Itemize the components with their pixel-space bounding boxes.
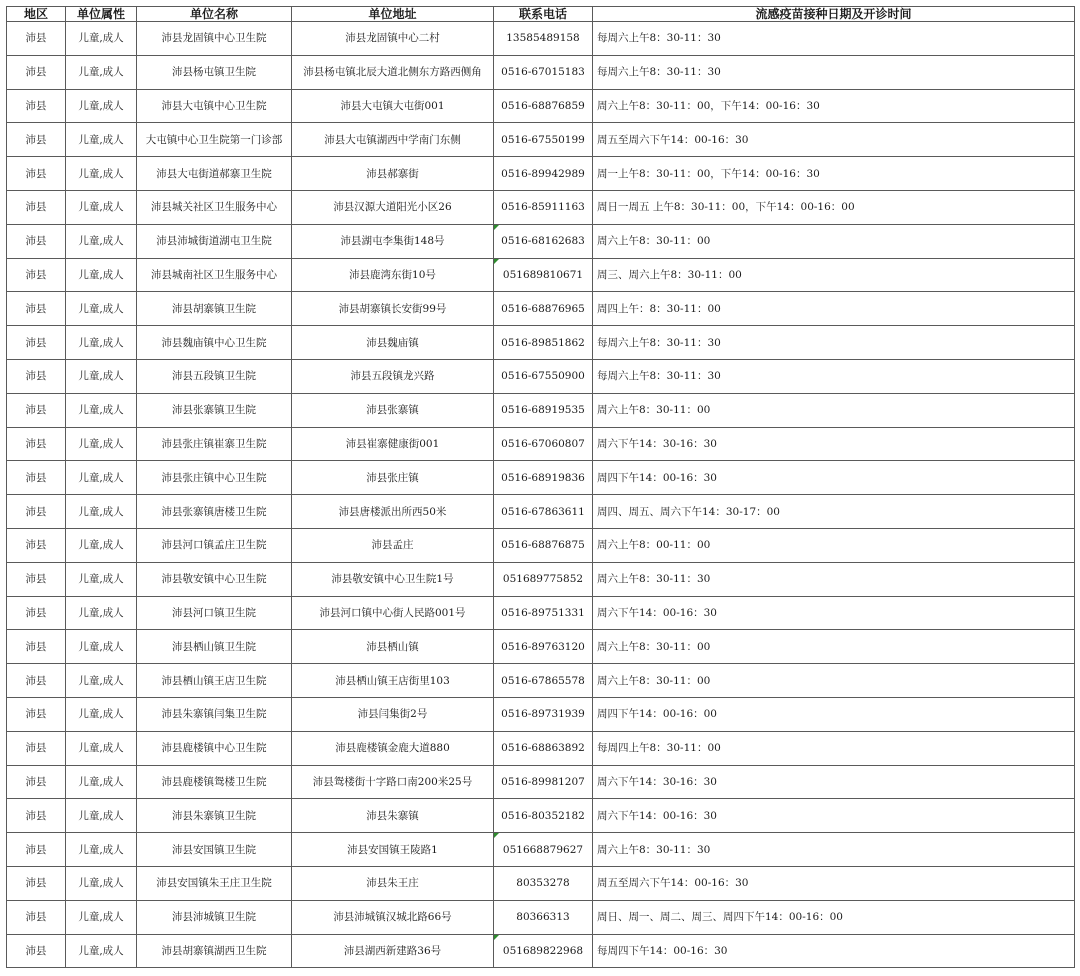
cell-unit-address: 沛县大屯镇大屯街001 (292, 89, 494, 123)
cell-unit-type: 儿童,成人 (66, 697, 137, 731)
cell-region: 沛县 (7, 427, 66, 461)
cell-unit-address: 沛县杨屯镇北辰大道北侧东方路西侧角 (292, 55, 494, 89)
table-row (7, 866, 1075, 900)
cell-phone: 0516-68863892 (494, 731, 593, 765)
cell-unit-address: 沛县唐楼派出所西50米 (292, 495, 494, 529)
cell-phone: 051689775852 (494, 562, 593, 596)
cell-region: 沛县 (7, 224, 66, 258)
cell-unit-name: 沛县沛城镇卫生院 (137, 900, 292, 934)
cell-unit-name: 沛县朱寨镇闫集卫生院 (137, 697, 292, 731)
cell-phone: 80366313 (494, 900, 593, 934)
cell-unit-name: 沛县魏庙镇中心卫生院 (137, 326, 292, 360)
cell-unit-name: 大屯镇中心卫生院第一门诊部 (137, 123, 292, 157)
cell-phone: 0516-68919836 (494, 461, 593, 495)
cell-unit-type: 儿童,成人 (66, 731, 137, 765)
table-body (7, 22, 1075, 968)
cell-region: 沛县 (7, 22, 66, 56)
header-schedule: 流感疫苗接种日期及开诊时间 (593, 7, 1075, 22)
cell-phone: 0516-67550199 (494, 123, 593, 157)
cell-unit-type: 儿童,成人 (66, 495, 137, 529)
cell-unit-address: 沛县张寨镇 (292, 393, 494, 427)
cell-phone: 0516-68162683 (494, 224, 593, 258)
table-row (7, 630, 1075, 664)
table-row (7, 157, 1075, 191)
cell-region: 沛县 (7, 292, 66, 326)
cell-unit-address: 沛县敬安镇中心卫生院1号 (292, 562, 494, 596)
header-region: 地区 (7, 7, 66, 22)
cell-unit-name: 沛县朱寨镇卫生院 (137, 799, 292, 833)
cell-schedule: 周六下午14：00-16：30 (593, 799, 1075, 833)
cell-unit-address: 沛县张庄镇 (292, 461, 494, 495)
cell-unit-type: 儿童,成人 (66, 900, 137, 934)
table-row (7, 833, 1075, 867)
cell-phone: 0516-68919535 (494, 393, 593, 427)
cell-unit-type: 儿童,成人 (66, 258, 137, 292)
cell-phone: 0516-89851862 (494, 326, 593, 360)
cell-region: 沛县 (7, 799, 66, 833)
cell-region: 沛县 (7, 562, 66, 596)
cell-schedule: 周六上午8：30-11：00 (593, 630, 1075, 664)
cell-unit-type: 儿童,成人 (66, 359, 137, 393)
cell-unit-type: 儿童,成人 (66, 55, 137, 89)
table-row (7, 89, 1075, 123)
header-unit-type: 单位属性 (66, 7, 137, 22)
cell-unit-address: 沛县龙固镇中心二村 (292, 22, 494, 56)
cell-unit-name: 沛县安国镇卫生院 (137, 833, 292, 867)
cell-phone: 0516-68876859 (494, 89, 593, 123)
cell-region: 沛县 (7, 157, 66, 191)
table-row (7, 427, 1075, 461)
cell-unit-type: 儿童,成人 (66, 630, 137, 664)
cell-unit-type: 儿童,成人 (66, 393, 137, 427)
cell-unit-address: 沛县河口镇中心街人民路001号 (292, 596, 494, 630)
cell-phone: 051689810671 (494, 258, 593, 292)
cell-phone: 0516-85911163 (494, 190, 593, 224)
cell-phone: 0516-89981207 (494, 765, 593, 799)
cell-phone: 0516-67015183 (494, 55, 593, 89)
cell-region: 沛县 (7, 596, 66, 630)
table-row (7, 731, 1075, 765)
cell-unit-type: 儿童,成人 (66, 292, 137, 326)
cell-unit-address: 沛县栖山镇 (292, 630, 494, 664)
cell-unit-name: 沛县龙固镇中心卫生院 (137, 22, 292, 56)
cell-unit-name: 沛县敬安镇中心卫生院 (137, 562, 292, 596)
cell-schedule: 周六上午8：30-11：00 (593, 664, 1075, 698)
cell-unit-address: 沛县闫集街2号 (292, 697, 494, 731)
cell-unit-name: 沛县栖山镇卫生院 (137, 630, 292, 664)
cell-unit-type: 儿童,成人 (66, 190, 137, 224)
cell-region: 沛县 (7, 258, 66, 292)
cell-region: 沛县 (7, 630, 66, 664)
cell-unit-name: 沛县五段镇卫生院 (137, 359, 292, 393)
cell-unit-name: 沛县河口镇卫生院 (137, 596, 292, 630)
cell-unit-name: 沛县张庄镇中心卫生院 (137, 461, 292, 495)
cell-schedule: 周一上午8：30-11：00，下午14：00-16：30 (593, 157, 1075, 191)
table-row (7, 799, 1075, 833)
table-row (7, 900, 1075, 934)
cell-unit-address: 沛县栖山镇王店街里103 (292, 664, 494, 698)
cell-unit-name: 沛县张庄镇崔寨卫生院 (137, 427, 292, 461)
cell-region: 沛县 (7, 326, 66, 360)
table-row (7, 123, 1075, 157)
cell-unit-name: 沛县胡寨镇湖西卫生院 (137, 934, 292, 968)
table-row (7, 55, 1075, 89)
table-row (7, 258, 1075, 292)
cell-region: 沛县 (7, 664, 66, 698)
cell-region: 沛县 (7, 900, 66, 934)
cell-unit-name: 沛县张寨镇卫生院 (137, 393, 292, 427)
cell-phone: 0516-89763120 (494, 630, 593, 664)
cell-unit-name: 沛县大屯街道郝寨卫生院 (137, 157, 292, 191)
cell-unit-name: 沛县栖山镇王店卫生院 (137, 664, 292, 698)
cell-schedule: 周三、周六上午8：30-11：00 (593, 258, 1075, 292)
cell-unit-name: 沛县鹿楼镇中心卫生院 (137, 731, 292, 765)
cell-schedule: 每周六上午8：30-11：30 (593, 22, 1075, 56)
cell-phone: 13585489158 (494, 22, 593, 56)
cell-unit-name: 沛县大屯镇中心卫生院 (137, 89, 292, 123)
cell-schedule: 每周四下午14：00-16：30 (593, 934, 1075, 968)
cell-unit-type: 儿童,成人 (66, 799, 137, 833)
cell-schedule: 每周六上午8：30-11：30 (593, 326, 1075, 360)
cell-unit-name: 沛县城南社区卫生服务中心 (137, 258, 292, 292)
cell-unit-address: 沛县湖屯李集街148号 (292, 224, 494, 258)
cell-unit-address: 沛县朱王庄 (292, 866, 494, 900)
cell-schedule: 周六上午8：30-11：00，下午14：00-16：30 (593, 89, 1075, 123)
cell-unit-type: 儿童,成人 (66, 123, 137, 157)
header-phone: 联系电话 (494, 7, 593, 22)
cell-region: 沛县 (7, 731, 66, 765)
cell-unit-name: 沛县张寨镇唐楼卫生院 (137, 495, 292, 529)
cell-unit-address: 沛县胡寨镇长安街99号 (292, 292, 494, 326)
cell-schedule: 每周四上午8：30-11：00 (593, 731, 1075, 765)
cell-schedule: 周六下午14：30-16：30 (593, 765, 1075, 799)
cell-schedule: 周四下午14：00-16：00 (593, 697, 1075, 731)
cell-unit-name: 沛县胡寨镇卫生院 (137, 292, 292, 326)
cell-phone: 0516-67863611 (494, 495, 593, 529)
cell-schedule: 周五至周六下午14：00-16：30 (593, 123, 1075, 157)
header-unit-address: 单位地址 (292, 7, 494, 22)
cell-unit-type: 儿童,成人 (66, 934, 137, 968)
cell-schedule: 周六上午8：30-11：00 (593, 224, 1075, 258)
cell-region: 沛县 (7, 55, 66, 89)
table-row (7, 393, 1075, 427)
table-row (7, 359, 1075, 393)
cell-phone: 0516-80352182 (494, 799, 593, 833)
cell-unit-address: 沛县五段镇龙兴路 (292, 359, 494, 393)
table-row (7, 528, 1075, 562)
cell-region: 沛县 (7, 528, 66, 562)
cell-schedule: 周四、周五、周六下午14：30-17：00 (593, 495, 1075, 529)
cell-region: 沛县 (7, 697, 66, 731)
cell-schedule: 周四上午：8：30-11：00 (593, 292, 1075, 326)
cell-unit-type: 儿童,成人 (66, 89, 137, 123)
cell-region: 沛县 (7, 393, 66, 427)
table-row (7, 495, 1075, 529)
cell-unit-type: 儿童,成人 (66, 22, 137, 56)
cell-unit-name: 沛县沛城街道湖屯卫生院 (137, 224, 292, 258)
cell-phone: 0516-68876875 (494, 528, 593, 562)
cell-unit-address: 沛县安国镇王陵路1 (292, 833, 494, 867)
cell-unit-type: 儿童,成人 (66, 664, 137, 698)
cell-schedule: 每周六上午8：30-11：30 (593, 55, 1075, 89)
cell-phone: 0516-67865578 (494, 664, 593, 698)
cell-schedule: 周日、周一、周二、周三、周四下午14：00-16：00 (593, 900, 1075, 934)
table-row (7, 292, 1075, 326)
cell-phone: 051668879627 (494, 833, 593, 867)
cell-unit-type: 儿童,成人 (66, 866, 137, 900)
cell-region: 沛县 (7, 866, 66, 900)
cell-phone: 0516-68876965 (494, 292, 593, 326)
cell-schedule: 周六上午8：30-11：00 (593, 393, 1075, 427)
cell-region: 沛县 (7, 359, 66, 393)
cell-unit-name: 沛县安国镇朱王庄卫生院 (137, 866, 292, 900)
cell-unit-address: 沛县鹿楼镇金鹿大道880 (292, 731, 494, 765)
cell-phone: 0516-67550900 (494, 359, 593, 393)
cell-unit-address: 沛县湖西新建路36号 (292, 934, 494, 968)
table-row (7, 596, 1075, 630)
cell-unit-address: 沛县崔寨健康街001 (292, 427, 494, 461)
cell-unit-type: 儿童,成人 (66, 833, 137, 867)
cell-schedule: 周六上午8：30-11：30 (593, 833, 1075, 867)
cell-schedule: 周四下午14：00-16：30 (593, 461, 1075, 495)
cell-unit-address: 沛县沛城镇汉城北路66号 (292, 900, 494, 934)
cell-unit-type: 儿童,成人 (66, 427, 137, 461)
table-row (7, 765, 1075, 799)
table-row (7, 22, 1075, 56)
cell-phone: 0516-89751331 (494, 596, 593, 630)
cell-unit-address: 沛县朱寨镇 (292, 799, 494, 833)
cell-unit-address: 沛县鸳楼街十字路口南200米25号 (292, 765, 494, 799)
cell-region: 沛县 (7, 495, 66, 529)
cell-unit-type: 儿童,成人 (66, 528, 137, 562)
cell-unit-name: 沛县杨屯镇卫生院 (137, 55, 292, 89)
cell-phone: 0516-89942989 (494, 157, 593, 191)
cell-region: 沛县 (7, 934, 66, 968)
table-row (7, 934, 1075, 968)
cell-phone: 051689822968 (494, 934, 593, 968)
cell-unit-name: 沛县城关社区卫生服务中心 (137, 190, 292, 224)
cell-phone: 0516-67060807 (494, 427, 593, 461)
cell-unit-type: 儿童,成人 (66, 326, 137, 360)
table-row (7, 224, 1075, 258)
cell-region: 沛县 (7, 123, 66, 157)
table-row (7, 664, 1075, 698)
cell-region: 沛县 (7, 190, 66, 224)
cell-unit-address: 沛县孟庄 (292, 528, 494, 562)
cell-schedule: 周六下午14：00-16：30 (593, 596, 1075, 630)
cell-unit-address: 沛县汉源大道阳光小区26 (292, 190, 494, 224)
cell-schedule: 每周六上午8：30-11：30 (593, 359, 1075, 393)
cell-phone: 80353278 (494, 866, 593, 900)
cell-unit-type: 儿童,成人 (66, 461, 137, 495)
table-row (7, 562, 1075, 596)
cell-unit-type: 儿童,成人 (66, 224, 137, 258)
cell-unit-address: 沛县魏庙镇 (292, 326, 494, 360)
cell-phone: 0516-89731939 (494, 697, 593, 731)
cell-unit-address: 沛县鹿湾东街10号 (292, 258, 494, 292)
table-row (7, 461, 1075, 495)
cell-schedule: 周六上午8：30-11：30 (593, 562, 1075, 596)
cell-region: 沛县 (7, 461, 66, 495)
cell-schedule: 周六下午14：30-16：30 (593, 427, 1075, 461)
table-row (7, 326, 1075, 360)
cell-unit-type: 儿童,成人 (66, 157, 137, 191)
cell-unit-type: 儿童,成人 (66, 562, 137, 596)
cell-unit-address: 沛县郝寨街 (292, 157, 494, 191)
cell-unit-name: 沛县鹿楼镇鸳楼卫生院 (137, 765, 292, 799)
cell-schedule: 周六上午8：00-11：00 (593, 528, 1075, 562)
cell-region: 沛县 (7, 89, 66, 123)
header-unit-name: 单位名称 (137, 7, 292, 22)
cell-region: 沛县 (7, 833, 66, 867)
cell-unit-type: 儿童,成人 (66, 596, 137, 630)
table-row (7, 190, 1075, 224)
cell-unit-name: 沛县河口镇孟庄卫生院 (137, 528, 292, 562)
cell-unit-address: 沛县大屯镇湖西中学南门东侧 (292, 123, 494, 157)
cell-region: 沛县 (7, 765, 66, 799)
cell-schedule: 周五至周六下午14：00-16：30 (593, 866, 1075, 900)
cell-unit-type: 儿童,成人 (66, 765, 137, 799)
table-row (7, 697, 1075, 731)
cell-schedule: 周日一周五 上午8：30-11：00，下午14：00-16：00 (593, 190, 1075, 224)
table-header (7, 7, 1075, 22)
vaccination-table (6, 6, 1075, 968)
header-row (7, 7, 1075, 22)
